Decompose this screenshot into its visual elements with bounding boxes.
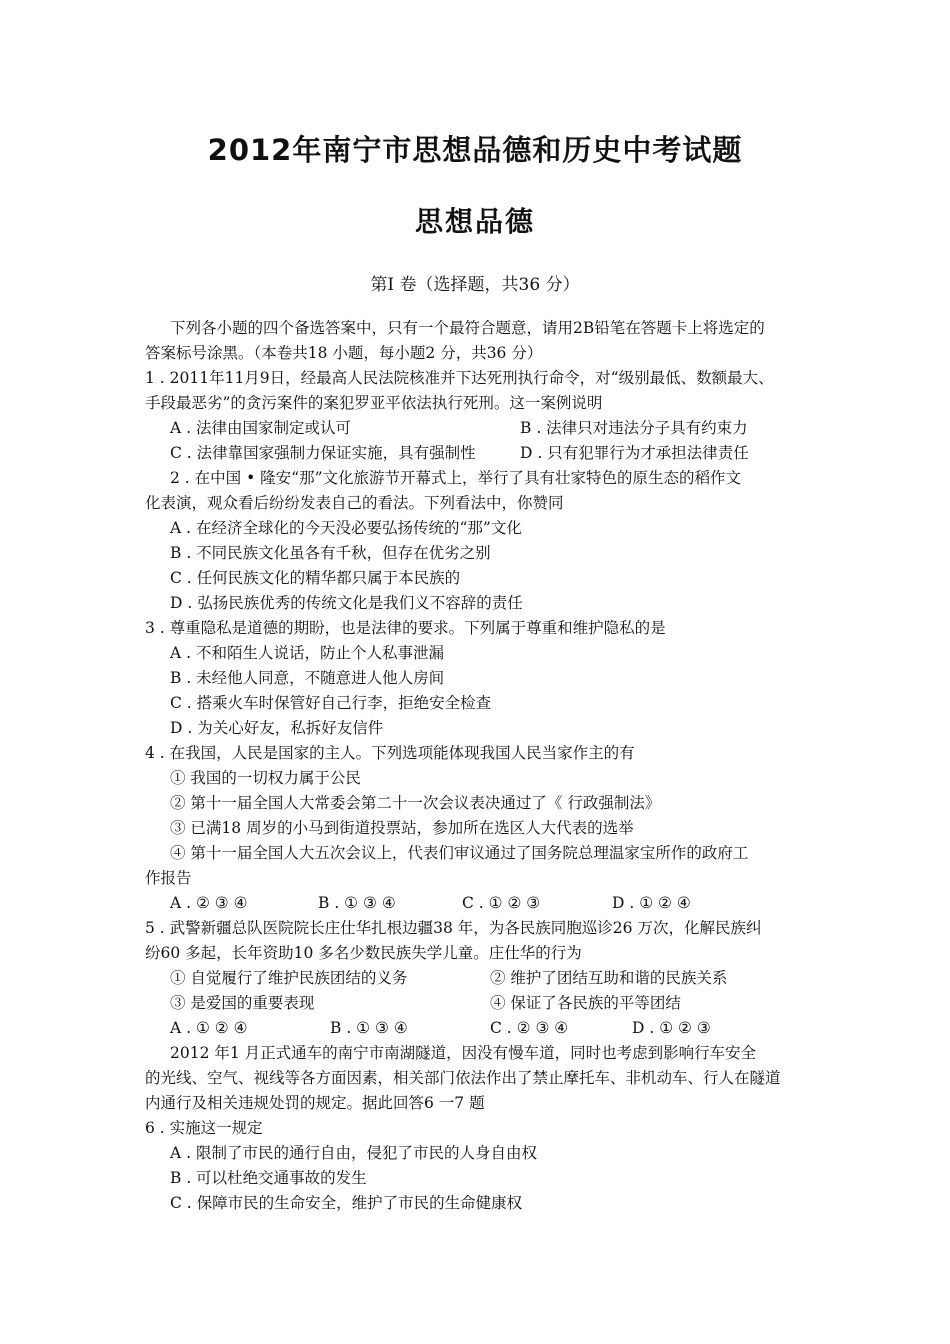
q5-item: ② 维护了团结互助和谐的民族关系	[490, 969, 728, 987]
q5-option-a: A . ① ② ④	[170, 1019, 248, 1037]
question-6-stem: 6 . 实施这一规定	[145, 1119, 263, 1137]
question-4-stem: 4 . 在我国，人民是国家的主人。下列选项能体现我国人民当家作主的有	[145, 744, 635, 762]
q3-option-a: A . 不和陌生人说话，防止个人私事泄漏	[170, 644, 444, 662]
question-1-stem: 手段最恶劣”的贪污案件的案犯罗亚平依法执行死刑。这一案例说明	[145, 394, 603, 412]
q3-option-d: D . 为关心好友，私拆好友信件	[170, 719, 384, 737]
question-2-stem: 化表演，观众看后纷纷发表自己的看法。下列看法中，你赞同	[145, 494, 564, 512]
q2-option-b: B . 不同民族文化虽各有千秋，但存在优劣之别	[170, 544, 491, 562]
q4-item: ④ 第十一届全国人大五次会议上，代表们审议通过了国务院总理温家宝所作的政府工	[170, 844, 749, 862]
q4-option-c: C . ① ② ③	[462, 894, 541, 912]
q6-option-b: B . 可以杜绝交通事故的发生	[170, 1169, 367, 1187]
section-heading: 第Ⅰ 卷（选择题，共36 分）	[370, 275, 580, 295]
q4-item: ② 第十一届全国人大常委会第二十一次会议表决通过了《 行政强制法》	[170, 794, 661, 812]
q4-item: ③ 已满18 周岁的小马到街道投票站，参加所在选区人大代表的选举	[170, 819, 634, 837]
material-text: 2012 年1 月正式通车的南宁市南湖隧道，因没有慢车道，同时也考虑到影响行车安全	[170, 1044, 757, 1062]
question-5-stem: 5 . 武警新疆总队医院院长庄仕华扎根边疆38 年，为各民族同胞巡诊26 万次，化解民族纠	[145, 919, 762, 937]
q1-option-d: D . 只有犯罪行为才承担法律责任	[520, 444, 749, 462]
material-text: 的光线、空气、视线等各方面因素，相关部门依法作出了禁止摩托车、非机动车、行人在隧道	[145, 1069, 781, 1087]
q5-item: ① 自觉履行了维护民族团结的义务	[170, 969, 408, 987]
question-5-stem: 纷60 多起，长年资助10 多名少数民族失学儿童。庄仕华的行为	[145, 944, 582, 962]
subject-title: 思想品德	[414, 205, 535, 238]
q3-option-b: B . 未经他人同意，不随意进人他人房间	[170, 669, 445, 687]
q4-item: 作报告	[145, 869, 192, 887]
q2-option-a: A . 在经济全球化的今天没必要弘扬传统的“那”文化	[170, 519, 522, 537]
q4-option-d: D . ① ② ④	[612, 894, 691, 912]
q2-option-d: D . 弘扬民族优秀的传统文化是我们义不容辞的责任	[170, 594, 523, 612]
q2-option-c: C . 任何民族文化的精华都只属于本民族的	[170, 569, 461, 587]
question-2-stem: 2 . 在中国 • 隆安“那”文化旅游节开幕式上，举行了具有壮家特色的原生态的稻作文	[170, 469, 741, 487]
exam-title: 2012年南宁市思想品德和历史中考试题	[207, 133, 743, 167]
q1-option-a: A . 法律由国家制定或认可	[170, 419, 351, 437]
q3-option-c: C . 搭乘火车时保管好自己行李，拒绝安全检查	[170, 694, 492, 712]
material-text: 内通行及相关违规处罚的规定。据此回答6 一7 题	[145, 1094, 485, 1112]
q5-option-b: B . ① ③ ④	[330, 1019, 408, 1037]
q6-option-a: A . 限制了市民的通行自由，侵犯了市民的人身自由权	[170, 1144, 537, 1162]
q5-item: ③ 是爱国的重要表现	[170, 994, 315, 1012]
q5-option-c: C . ② ③ ④	[490, 1019, 569, 1037]
q6-option-c: C . 保障市民的生命安全，维护了市民的生命健康权	[170, 1194, 523, 1212]
instructions-line: 下列各小题的四个备选答案中，只有一个最符合题意，请用2B铅笔在答题卡上将选定的	[170, 319, 765, 337]
q1-option-c: C . 法律靠国家强制力保证实施，具有强制性	[170, 444, 476, 462]
question-3-stem: 3 . 尊重隐私是道德的期盼，也是法律的要求。下列属于尊重和维护隐私的是	[145, 619, 666, 637]
q4-option-a: A . ② ③ ④	[170, 894, 248, 912]
q5-item: ④ 保证了各民族的平等团结	[490, 994, 681, 1012]
q1-option-b: B . 法律只对违法分子具有约束力	[520, 419, 748, 437]
instructions-line: 答案标号涂黑。（本卷共18 小题，每小题2 分，共36 分）	[145, 344, 543, 362]
question-1-stem: 1 . 2011年11月9日，经最高人民法院核准并下达死刑执行命令，对“级别最低、数额最大、	[145, 369, 774, 387]
q4-option-b: B . ① ③ ④	[318, 894, 396, 912]
q5-option-d: D . ① ② ③	[632, 1019, 711, 1037]
q4-item: ① 我国的一切权力属于公民	[170, 769, 361, 787]
